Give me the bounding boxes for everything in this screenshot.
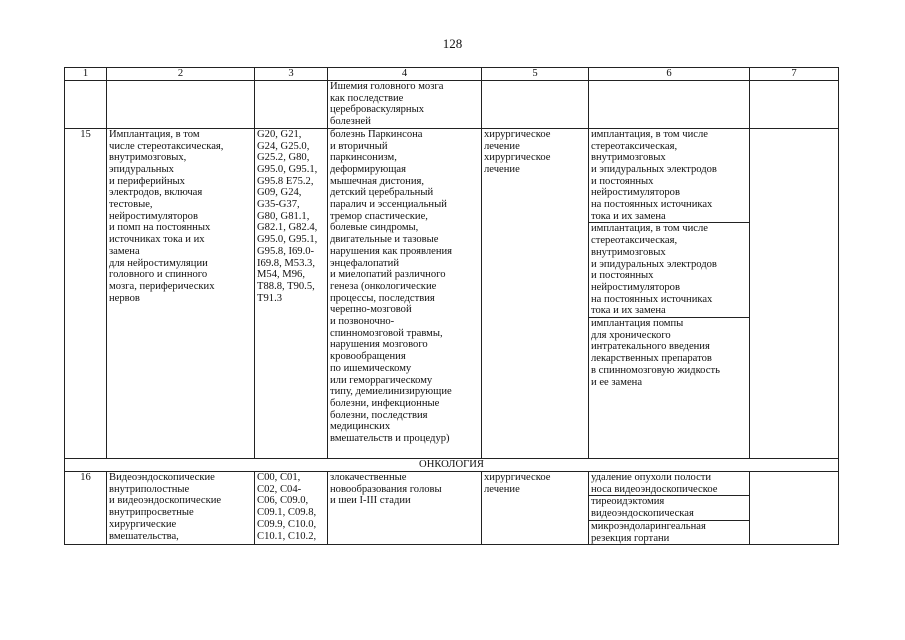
text-line: черепно-мозговой [330,304,412,316]
text-line: или геморрагическому [330,374,433,386]
text-line: G95.8, I69.0- [257,245,315,257]
text-line: и эпидуральных электродов [591,163,717,175]
text-line: нейростимуляторов [109,210,198,222]
text-line: стереотаксическая, [591,235,678,247]
treatment-method-item [589,222,749,317]
column-number-5: 5 [482,68,589,81]
section-title: ОНКОЛОГИЯ [65,459,839,472]
text-line: C10.1, C10.2, [257,530,317,542]
text-line: носа видеоэндоскопическое [591,483,718,495]
text-line: Имплантация, в том [109,128,200,140]
text-line: G80, G81.1, [257,210,310,222]
text-line: на постоянных источниках [591,199,713,211]
text-line: по ишемическому [330,362,412,374]
empty-cell [65,81,107,129]
text-line: видеоэндоскопическая [591,508,694,520]
text-line: двигательные и тазовые [330,234,439,246]
text-line: тока и их замена [591,210,666,222]
text-line: и ее замена [591,376,643,388]
treatment-type-cell [482,472,589,545]
text-line: резекция гортани [591,532,670,544]
text-line: мозга, периферических [109,280,215,292]
empty-cell [107,81,255,129]
text-line: G95.0, G95.1, [257,234,318,246]
text-line: нейростимуляторов [591,187,680,199]
text-line: хирургическое [484,152,551,164]
text-line: тока и их замена [591,305,666,317]
icd-codes-cell [255,128,328,458]
text-line: энцефалопатий [330,257,400,269]
text-line: стереотаксическая, [591,140,678,152]
text-line: на постоянных источниках [591,293,713,305]
procedure-name-cell [107,128,255,458]
text-line: замена [109,245,140,257]
text-line: для хронического [591,329,671,341]
procedure-name-cell [107,472,255,545]
text-line: T88.8, T90.5, [257,280,315,292]
text-line: паралич и эссенциальный [330,199,447,211]
text-line: G35-G37, [257,199,300,211]
treatment-method-item [589,520,749,544]
column-number-1: 1 [65,68,107,81]
text-line: спинномозговой травмы, [330,327,443,339]
text-line: типу, демиелинизирующие [330,386,452,398]
text-line: удаление опухоли полости [591,472,712,484]
text-line: в спинномозговую жидкость [591,364,720,376]
text-line: злокачественные [330,472,407,484]
text-line: M54, M96, [257,269,305,281]
text-line: детский церебральный [330,187,434,199]
treatment-method-cell [589,128,750,458]
text-line: паркинсонизм, [330,152,397,164]
header-row [65,68,839,81]
text-line: эпидуральных [109,163,174,175]
text-line: хирургические [109,518,177,530]
text-line: и вторичный [330,140,388,152]
text-line: C02, C04- [257,483,302,495]
text-line: нарушения мозгового [330,339,428,351]
treatment-type-cell [482,128,589,458]
text-line: Видеоэндоскопические [109,472,215,484]
text-line: хирургическое [484,128,551,140]
text-line: новообразования головы [330,483,442,495]
text-line: G25.2, G80, [257,152,310,164]
text-line: внутримозговых [591,152,666,164]
continuation-row [65,81,839,129]
text-line: G82.1, G82.4, [257,222,318,234]
text-line: болезни, инфекционные [330,397,440,409]
text-line: цереброваскулярных [330,104,424,116]
row-number: 16 [65,472,107,545]
text-line: головного и спинного [109,269,208,281]
text-line: имплантация, в том числе [591,128,708,140]
text-line: лечение [484,140,520,152]
text-line: нервов [109,292,140,304]
row-number: 15 [65,128,107,458]
text-line: имплантация, в том числе [591,223,708,235]
text-line: тремор спастические, [330,210,428,222]
text-line: T91.3 [257,292,283,304]
text-line: болевые синдромы, [330,222,419,234]
text-line: числе стереотаксическая, [109,140,224,152]
text-line: G09, G24, [257,187,302,199]
empty-cell [750,128,839,458]
text-line: внутриполостные [109,483,190,495]
text-line: и помп на постоянных [109,222,211,234]
text-line: вмешательства, [109,530,179,542]
text-line: хирургическое [484,472,551,484]
text-line: генеза (онкологические [330,280,437,292]
text-line: болезнь Паркинсона [330,128,423,140]
text-line: и постоянных [591,175,654,187]
text-line: мышечная дистония, [330,175,425,187]
text-line: болезни, последствия [330,409,428,421]
text-line: электродов, включая [109,187,203,199]
text-line: кровообращения [330,351,406,363]
column-number-4: 4 [328,68,482,81]
treatment-method-item [589,495,749,519]
text-line: и периферийных [109,175,185,187]
text-line: внутримозговых [591,246,666,258]
empty-cell [750,472,839,545]
text-line: G95.0, G95.1, [257,163,318,175]
table-row-16 [65,472,839,545]
text-line: I69.8, M53.3, [257,257,315,269]
text-line: C09.9, C10.0, [257,518,317,530]
empty-cell [589,81,750,129]
section-row [65,459,839,472]
column-number-2: 2 [107,68,255,81]
text-line: процессы, последствия [330,292,435,304]
icd-codes-cell [255,472,328,545]
text-line: G20, G21, [257,128,302,140]
text-line: имплантация помпы [591,318,684,330]
text-line: C00, C01, [257,472,301,484]
text-line: Ишемия головного мозга [330,81,444,92]
text-line: интратекального введения [591,341,710,353]
text-line: и постоянных [591,270,654,282]
treatment-method-item [589,129,749,223]
text-line: микроэндоларингеальная [591,520,706,532]
text-line: и миелопатий различного [330,269,446,281]
empty-cell [255,81,328,129]
text-line: лекарственных препаратов [591,353,712,365]
column-number-6: 6 [589,68,750,81]
table-row-15 [65,128,839,458]
text-line: G95.8 E75.2, [257,175,314,187]
text-line: лечение [484,483,520,495]
diagnosis-cell [328,472,482,545]
text-line: и позвоночно- [330,316,395,328]
medical-care-table [64,67,839,545]
text-line: G24, G25.0, [257,140,310,152]
text-line: и шеи I-III стадии [330,495,411,507]
treatment-method-cell [589,472,750,545]
text-line: тестовые, [109,199,153,211]
treatment-method-item [589,317,749,458]
text-line: C09.1, C09.8, [257,507,317,519]
text-line: вмешательств и процедур) [330,433,450,445]
continuation-diagnosis-cell [328,81,482,129]
text-line: и эпидуральных электродов [591,258,717,270]
text-line: как последствие [330,92,404,104]
text-line: болезней [330,116,371,128]
diagnosis-cell [328,128,482,458]
text-line: деформирующая [330,163,406,175]
text-line: и видеоэндоскопические [109,495,222,507]
text-line: источниках тока и их [109,234,205,246]
text-line: тиреоидэктомия [591,496,665,508]
empty-cell [750,81,839,129]
text-line: для нейростимуляции [109,257,208,269]
empty-cell [482,81,589,129]
text-line: C06, C09.0, [257,495,309,507]
text-line: медицинских [330,421,391,433]
text-line: внутримозговых, [109,152,187,164]
text-line: нейростимуляторов [591,281,680,293]
text-line: внутрипросветные [109,507,194,519]
column-number-3: 3 [255,68,328,81]
text-line: лечение [484,163,520,175]
treatment-method-item [589,472,749,495]
text-line: нарушения как проявления [330,245,453,257]
page-number: 128 [442,36,463,51]
column-number-7: 7 [750,68,839,81]
